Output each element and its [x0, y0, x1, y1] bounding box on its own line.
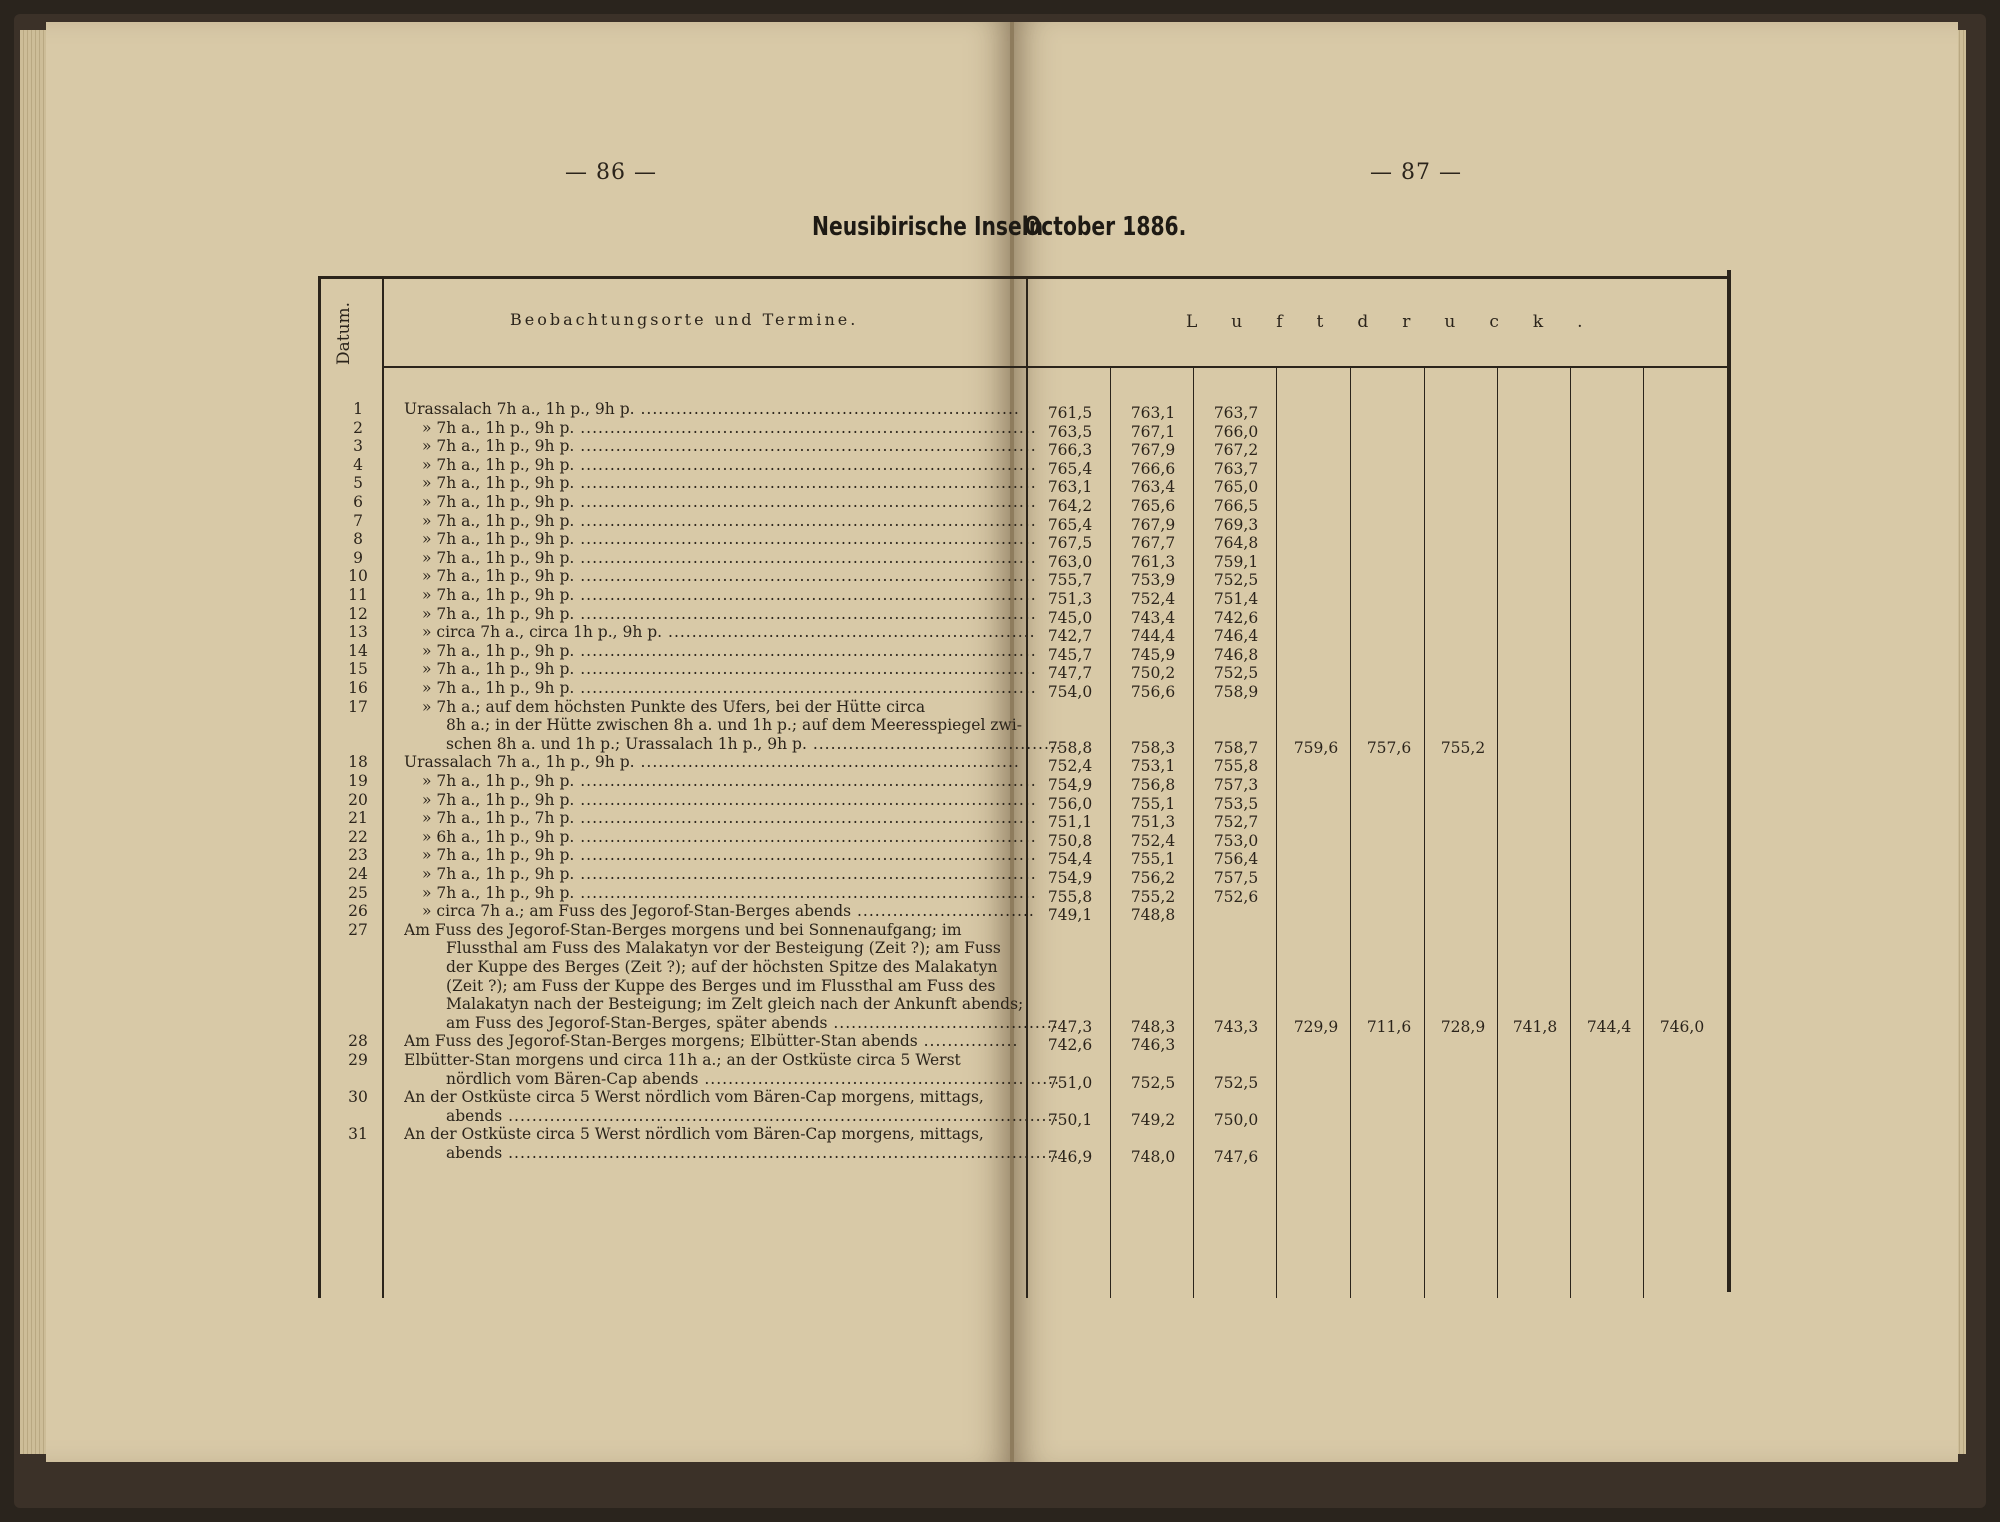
pressure-value: 766,5: [1213, 497, 1259, 515]
day-number: 11: [348, 586, 368, 604]
place-text: » 7h a., 1h p., 9h p. .....: [422, 437, 1036, 456]
pressure-value: 755,1: [1130, 794, 1176, 813]
header-beobachtungsorte: Beobachtungsorte und Termine.: [510, 310, 859, 329]
pressure-value: 767,7: [1130, 534, 1176, 553]
day-number: 8: [353, 530, 363, 549]
pressure-value: 754,9: [1047, 776, 1093, 794]
page-title-left: Neusibirische Inseln: [812, 212, 1044, 242]
place-text: schen 8h a. und 1h p.; Urassalach 1h p., 9h p. .....: [446, 735, 1060, 754]
pressure-value: 766,0: [1213, 422, 1259, 441]
pressure-value: 747,3: [1047, 1017, 1093, 1036]
place-text: Flussthal am Fuss des Malakatyn vor der Besteigung (Zeit ?); am Fuss: [446, 939, 1001, 958]
pressure-value: 750,1: [1047, 1110, 1093, 1129]
day-number: 20: [348, 790, 368, 809]
place-text: » 7h a., 1h p., 9h p. .....: [422, 791, 1036, 810]
place-text: » 7h a., 1h p., 9h p. .....: [422, 642, 1036, 661]
pressure-value: 765,0: [1213, 478, 1259, 497]
place-text: 8h a.; in der Hütte zwischen 8h a. und 1h p.; auf dem Meeresspiegel zwi-: [446, 716, 1022, 735]
pressure-value: 743,4: [1130, 608, 1176, 627]
place-text: An der Ostküste circa 5 Werst nördlich vom Bären-Cap morgens, mittags,: [404, 1125, 984, 1144]
table-right-border: [1727, 270, 1731, 1292]
day-number: 27: [348, 920, 368, 939]
pressure-value: 746,0: [1659, 1017, 1705, 1036]
pressure-value: 756,8: [1130, 776, 1176, 794]
pressure-value: 745,9: [1130, 645, 1176, 664]
day-number: 9: [353, 548, 363, 567]
pressure-value: 752,5: [1130, 1073, 1176, 1092]
pressure-value: 763,4: [1130, 478, 1176, 497]
place-text: Malakatyn nach der Besteigung; im Zelt gleich nach der Ankunft abends;: [446, 995, 1024, 1014]
pressure-value: 751,3: [1047, 590, 1093, 608]
place-text: » 7h a., 1h p., 9h p. .....: [422, 456, 1036, 475]
place-text: (Zeit ?); am Fuss der Kuppe des Berges und im Flussthal am Fuss des: [446, 976, 996, 995]
pressure-value: 744,4: [1586, 1017, 1632, 1036]
pressure-value: 756,0: [1047, 794, 1093, 813]
pressure-value: 754,4: [1047, 850, 1093, 869]
place-text: nördlich vom Bären-Cap abends .....: [446, 1070, 1060, 1089]
pressure-value: 752,7: [1213, 813, 1259, 832]
pressure-value: 752,4: [1130, 831, 1176, 850]
pressure-value: 752,4: [1130, 590, 1176, 608]
header-luftdruck: Luftdruck.: [1186, 312, 1617, 332]
day-number: 1: [353, 400, 363, 418]
pressure-value: 752,4: [1047, 757, 1093, 776]
pressure-value: 759,6: [1293, 738, 1339, 757]
place-text: » 7h a., 1h p., 9h p. .....: [422, 474, 1036, 493]
pressure-value: 752,5: [1213, 1073, 1259, 1092]
pressure-value: 759,1: [1213, 552, 1259, 571]
pressure-value: 758,9: [1213, 683, 1259, 701]
place-text: » 7h a., 1h p., 9h p. .....: [422, 884, 1036, 903]
pressure-value: 767,5: [1047, 534, 1093, 553]
place-text: » 7h a., 1h p., 9h p. .....: [422, 605, 1036, 624]
day-number: 4: [353, 455, 363, 474]
pressure-value: 752,5: [1213, 664, 1259, 683]
place-text: An der Ostküste circa 5 Werst nördlich vom Bären-Cap morgens, mittags,: [404, 1088, 984, 1107]
place-text: » circa 7h a., circa 1h p., 9h p. .....: [422, 623, 1036, 642]
day-number: 15: [348, 660, 368, 679]
place-text: Am Fuss des Jegorof-Stan-Berges morgens und bei Sonnenaufgang; im: [404, 920, 962, 939]
pressure-value: 767,1: [1130, 422, 1176, 441]
place-text: » 7h a., 1h p., 9h p. .....: [422, 865, 1036, 884]
place-text: » 7h a., 1h p., 9h p. .....: [422, 567, 1036, 586]
pressure-value: 761,3: [1130, 552, 1176, 571]
pressure-value: 751,3: [1130, 813, 1176, 832]
day-number: 19: [348, 772, 368, 790]
day-number: 2: [353, 418, 363, 437]
place-text: der Kuppe des Berges (Zeit ?); auf der höchsten Spitze des Malakatyn: [446, 958, 998, 976]
pressure-value: 763,5: [1047, 422, 1093, 441]
pressure-value: 751,0: [1047, 1073, 1093, 1092]
header-bottom-rule: [382, 366, 1730, 368]
pressure-value: 745,7: [1047, 645, 1093, 664]
pressure-value: 749,1: [1047, 906, 1093, 925]
pressure-value: 747,6: [1213, 1148, 1259, 1166]
day-number: 12: [348, 604, 368, 623]
pressure-value: 742,6: [1213, 608, 1259, 627]
day-number: 26: [348, 902, 368, 921]
col-divider: [1350, 368, 1351, 1298]
day-number: 14: [348, 641, 368, 660]
pressure-value: 746,3: [1130, 1036, 1176, 1055]
col-divider: [1276, 368, 1277, 1298]
pressure-value: 729,9: [1293, 1017, 1339, 1036]
pressure-value: 750,2: [1130, 664, 1176, 683]
place-text: » 7h a., 1h p., 9h p. .....: [422, 512, 1036, 531]
pressure-value: 743,3: [1213, 1017, 1259, 1036]
place-text: » 7h a., 1h p., 7h p. .....: [422, 809, 1036, 828]
day-number: 18: [348, 753, 368, 772]
col-divider: [1110, 368, 1111, 1298]
place-text: abends .....: [446, 1107, 1060, 1126]
pressure-value: 763,7: [1213, 404, 1259, 422]
table-top-rule: [318, 276, 1730, 279]
day-number: 5: [353, 474, 363, 493]
place-text: » 7h a.; auf dem höchsten Punkte des Ufers, bei der Hütte circa: [422, 697, 926, 716]
pressure-value: 755,8: [1213, 757, 1259, 776]
day-number: 16: [348, 679, 368, 697]
place-text: » 7h a., 1h p., 9h p. .....: [422, 549, 1036, 568]
day-number: 21: [348, 809, 368, 828]
place-text: » 7h a., 1h p., 9h p. .....: [422, 530, 1036, 549]
pressure-value: 758,3: [1130, 738, 1176, 757]
pressure-value: 748,8: [1130, 906, 1176, 925]
day-number: 22: [348, 827, 368, 846]
place-text: abends .....: [446, 1144, 1060, 1163]
pressure-value: 755,7: [1047, 571, 1093, 590]
day-number: 31: [348, 1125, 368, 1144]
col-divider: [1643, 368, 1644, 1298]
pressure-value: 765,4: [1047, 459, 1093, 478]
place-text: » 7h a., 1h p., 9h p. .....: [422, 772, 1036, 791]
day-number: 29: [348, 1051, 368, 1069]
pressure-value: 763,1: [1130, 404, 1176, 422]
pressure-value: 765,4: [1047, 515, 1093, 534]
col-divider: [1570, 368, 1571, 1298]
place-text: » 6h a., 1h p., 9h p. .....: [422, 828, 1036, 847]
day-number: 13: [348, 623, 368, 642]
pressure-value: 755,1: [1130, 850, 1176, 869]
day-number: 10: [348, 567, 368, 586]
pressure-value: 752,5: [1213, 571, 1259, 590]
pressure-value: 745,0: [1047, 608, 1093, 627]
page-title-right: October 1886.: [1024, 212, 1187, 242]
pressure-value: 761,5: [1047, 404, 1093, 422]
pressure-value: 742,6: [1047, 1036, 1093, 1055]
pressure-value: 748,3: [1130, 1017, 1176, 1036]
col-divider: [1497, 368, 1498, 1298]
pressure-value: 751,1: [1047, 813, 1093, 832]
pressure-value: 754,0: [1047, 683, 1093, 701]
pressure-value: 749,2: [1130, 1110, 1176, 1129]
pressure-value: 753,9: [1130, 571, 1176, 590]
table-left-border: [318, 278, 321, 1298]
pressure-value: 763,1: [1047, 478, 1093, 497]
place-text: » 7h a., 1h p., 9h p. .....: [422, 660, 1036, 679]
pressure-value: 767,2: [1213, 441, 1259, 460]
place-text: Elbütter-Stan morgens und circa 11h a.; an der Ostküste circa 5 Werst: [404, 1051, 961, 1069]
pressure-value: 756,4: [1213, 850, 1259, 869]
col-divider: [1193, 368, 1194, 1298]
pressure-value: 750,8: [1047, 831, 1093, 850]
day-number: 23: [348, 846, 368, 865]
day-number: 25: [348, 883, 368, 902]
pressure-value: 758,7: [1213, 738, 1259, 757]
pressure-value: 746,4: [1213, 627, 1259, 646]
pressure-value: 753,1: [1130, 757, 1176, 776]
day-number: 17: [348, 697, 368, 716]
pressure-value: 757,6: [1366, 738, 1412, 757]
pressure-value: 742,7: [1047, 627, 1093, 646]
place-text: » circa 7h a.; am Fuss des Jegorof-Stan-Berges abends .....: [422, 902, 1036, 921]
day-number: 28: [348, 1032, 368, 1051]
pressure-value: 766,6: [1130, 459, 1176, 478]
pressure-value: 754,9: [1047, 869, 1093, 887]
pressure-value: 763,7: [1213, 459, 1259, 478]
pressure-value: 744,4: [1130, 627, 1176, 646]
pressure-value: 747,7: [1047, 664, 1093, 683]
pressure-value: 764,8: [1213, 534, 1259, 553]
pressure-value: 753,0: [1213, 831, 1259, 850]
place-text: am Fuss des Jegorof-Stan-Berges, später abends .....: [446, 1014, 1060, 1033]
pressure-value: 711,6: [1366, 1017, 1412, 1036]
place-text: Urassalach 7h a., 1h p., 9h p. .....: [404, 400, 1018, 419]
place-text: » 7h a., 1h p., 9h p. .....: [422, 493, 1036, 512]
pressure-value: 755,8: [1047, 887, 1093, 906]
place-text: Am Fuss des Jegorof-Stan-Berges morgens; Elbütter-Stan abends .....: [404, 1032, 1018, 1051]
pressure-value: 763,0: [1047, 552, 1093, 571]
pressure-value: 752,6: [1213, 887, 1259, 906]
col-divider: [1424, 368, 1425, 1298]
day-number: 7: [353, 511, 363, 530]
place-text: » 7h a., 1h p., 9h p. .....: [422, 586, 1036, 605]
pressure-value: 767,9: [1130, 441, 1176, 460]
pressure-value: 748,0: [1130, 1148, 1176, 1166]
pressure-value: 751,4: [1213, 590, 1259, 608]
day-number: 3: [353, 437, 363, 456]
day-number: 6: [353, 493, 363, 511]
pressure-value: 756,2: [1130, 869, 1176, 887]
pressure-value: 755,2: [1130, 887, 1176, 906]
day-number: 24: [348, 865, 368, 883]
place-text: Urassalach 7h a., 1h p., 9h p. .....: [404, 753, 1018, 772]
pressure-value: 769,3: [1213, 515, 1259, 534]
pressure-value: 755,2: [1440, 738, 1486, 757]
right-page-number: — 87 —: [1370, 160, 1462, 185]
place-text: » 7h a., 1h p., 9h p. .....: [422, 679, 1036, 698]
pressure-value: 756,6: [1130, 683, 1176, 701]
pressure-value: 728,9: [1440, 1017, 1486, 1036]
pressure-value: 764,2: [1047, 497, 1093, 515]
pressure-value: 741,8: [1512, 1017, 1558, 1036]
pressure-value: 746,9: [1047, 1148, 1093, 1166]
pressure-value: 758,8: [1047, 738, 1093, 757]
pressure-value: 746,8: [1213, 645, 1259, 664]
place-text: » 7h a., 1h p., 9h p. .....: [422, 846, 1036, 865]
day-number: 30: [348, 1088, 368, 1107]
header-datum: Datum.: [334, 301, 354, 365]
left-page-number: — 86 —: [565, 160, 657, 185]
pressure-value: 766,3: [1047, 441, 1093, 460]
place-text: » 7h a., 1h p., 9h p. .....: [422, 419, 1036, 438]
pressure-value: 767,9: [1130, 515, 1176, 534]
pressure-value: 753,5: [1213, 794, 1259, 813]
pressure-value: 750,0: [1213, 1110, 1259, 1129]
pressure-value: 757,5: [1213, 869, 1259, 887]
pressure-value: 757,3: [1213, 776, 1259, 794]
pressure-value: 765,6: [1130, 497, 1176, 515]
